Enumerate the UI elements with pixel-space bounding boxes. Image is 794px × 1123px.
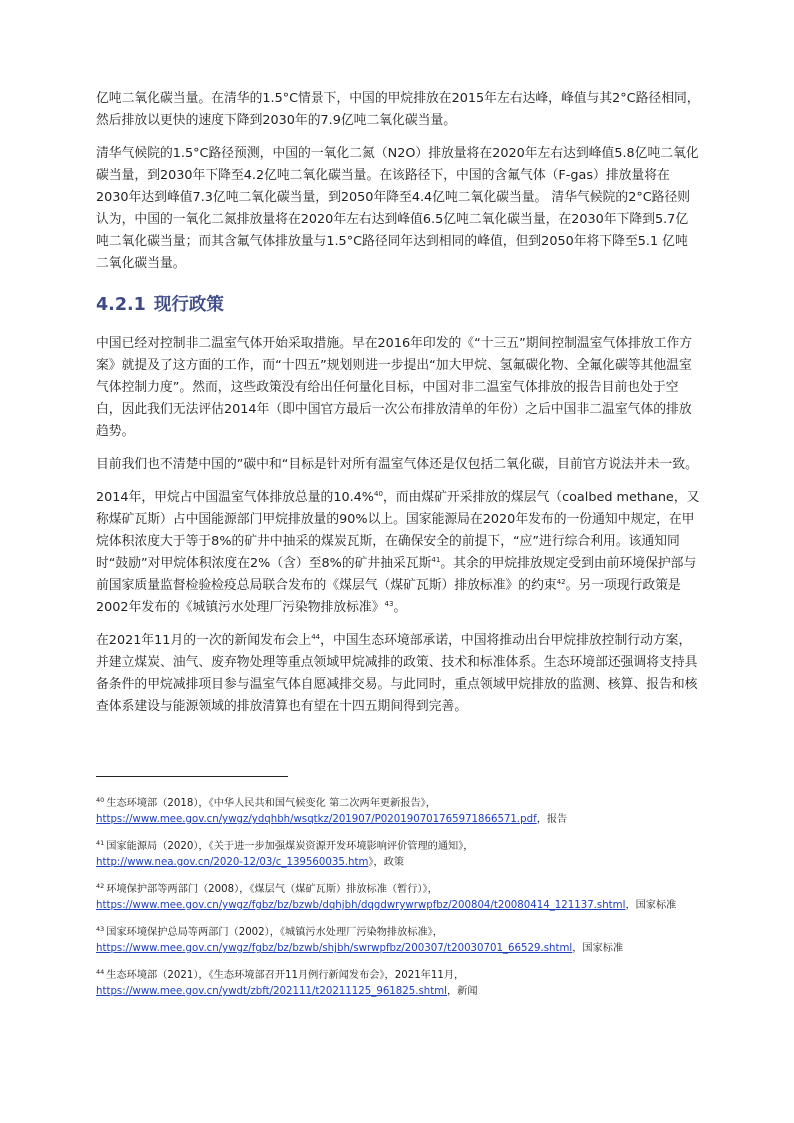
footnote-ref-43[interactable]: 43 xyxy=(384,600,394,608)
footnote-link[interactable]: https://www.mee.gov.cn/ywgz/fgbz/bz/bzwb/dqhjbh/dqgdwrywrwpfbz/200804/t20080414_121137.shtml xyxy=(96,900,626,911)
footnote-44: $^{44}$ 生态环境部（2021），《生态环境部召开11月例行新闻发布会》，2021年11月， https://www.mee.gov.cn/ywdt/zbft/202111/t20211125_961825.shtml，新闻 xyxy=(96,968,478,997)
footnote-divider xyxy=(96,776,288,777)
footnote-ref-40[interactable]: 40 xyxy=(373,490,383,498)
section-heading xyxy=(96,293,700,317)
paragraph-emissions-n2o-fgas: 清华气候院的1.5°C路径预测，中国的一氧化二氮（N2O）排放量将在2020年左右达到峰值5.8亿吨二氧化碳当量，到2030年下降至4.2亿吨二氧化碳当量。在该路径下，中国的含氟气体（F-gas）排放量将在2030年达到峰值7.3亿吨二氧化碳当量，到2050年降至4.4亿吨二氧化碳当量。 清华气候院的2°C路径则认为，中国的一氧化二氮排放量将在2020年左右达到峰值6.5亿吨二氧化碳当量，在2030年下降到5.7亿吨二氧化碳当量；而其含氟气体排放量与1.5°C路径同年达到相同的峰值，但到2050年将下降至5.1 亿吨二氧化碳当量。 xyxy=(96,146,699,271)
footnotes xyxy=(96,796,700,1011)
paragraph-carbon-neutrality-scope: 目前我们也不清楚中国的”碳中和“目标是针对所有温室气体还是仅包括二氧化碳，目前官方说法并未一致。 xyxy=(96,457,698,472)
paragraph-press-conference: 在2021年11月的一次的新闻发布会上$^{44}$，中国生态环境部承诺，中国将推动出台甲烷排放控制行动方案，并建立煤炭、油气、废弃物处理等重点领域甲烷减排的政策、技术和标准体系。生态环境部还强调将支持具备条件的甲烷减排项目参与温室气体自愿减排交易。与此同时，重点领域甲烷排放的监测、核算、报告和核查体系建设与能源领域的排放清算也有望在十四五期间得到完善。 xyxy=(96,633,698,714)
footnote-link[interactable]: https://www.mee.gov.cn/ywdt/zbft/202111/t20211125_961825.shtml xyxy=(96,986,447,997)
footnote-ref-42[interactable]: 42 xyxy=(556,578,566,586)
paragraph-methane-regulation: 2014年，甲烷占中国温室气体排放总量的10.4%$^{40}$，而由煤矿开采排放的煤层气（coalbed methane，又称煤矿瓦斯）占中国能源部门甲烷排放量的90%以上。国家能源局在2020年发布的一份通知中规定，在甲烷体积浓度大于等于8%的矿井中抽采的煤炭瓦斯，在确保安全的前提下，“应”进行综合利用。该通知同时“鼓励”对甲烷体积浓度在2%（含）至8%的矿井抽采瓦斯$^{41}$。其余的甲烷排放规定受到由前环境保护部与前国家质量监督检验检疫总局联合发布的《煤层气（煤矿瓦斯）排放标准》的约束$^{42}$。另一项现行政策是2002年发布的《城镇污水处理厂污染物排放标准》$^{43}$。 xyxy=(96,490,700,615)
paragraph-current-measures: 中国已经对控制非二温室气体开始采取措施。早在2016年印发的《“十三五”期间控制温室气体排放工作方案》就提及了这方面的工作，而“十四五”规划则进一步提出“加大甲烷、氢氟碳化物、全氟化碳等其他温室气体控制力度”。然而，这些政策没有给出任何量化目标，中国对非二温室气体排放的报告目前也处于空白，因此我们无法评估2014年（即中国官方最后一次公布排放清单的年份）之后中国非二温室气体的排放趋势。 xyxy=(96,336,693,439)
footnote-40: $^{40}$ 生态环境部（2018），《中华人民共和国气候变化 第二次两年更新报告》， https://www.mee.gov.cn/ywgz/ydqhbh/wsqtkz/201907/P020190701765971866571.pdf，报告 xyxy=(96,796,568,825)
footnote-43: $^{43}$ 国家环境保护总局等两部门（2002），《城镇污水处理厂污染物排放标准》， https://www.mee.gov.cn/ywgz/fgbz/bz/bzwb/shjbh/swrwpfbz/200307/t20030701_66529.shtml，国家标准 xyxy=(96,925,624,954)
footnote-ref-44[interactable]: 44 xyxy=(311,633,321,641)
footnote-41: $^{41}$ 国家能源局（2020），《关于进一步加强煤炭资源开发环境影响评价管理的通知》， http://www.nea.gov.cn/2020-12/03/c_139560035.htm》，政策 xyxy=(96,839,474,868)
footnote-link[interactable]: https://www.mee.gov.cn/ywgz/fgbz/bz/bzwb/shjbh/swrwpfbz/200307/t20030701_66529.shtml xyxy=(96,943,573,954)
section-title: 现行政策 xyxy=(153,295,224,315)
paragraph-emissions-tsinghua-methane: 亿吨二氧化碳当量。在清华的1.5°C情景下，中国的甲烷排放在2015年左右达峰，峰值与其2°C路径相同，然后排放以更快的速度下降到2030年的7.9亿吨二氧化碳当量。 xyxy=(96,91,700,128)
footnote-ref-41[interactable]: 41 xyxy=(431,556,441,564)
main-content xyxy=(96,88,700,729)
section-number: 4.2.1 xyxy=(96,295,146,315)
footnote-link[interactable]: https://www.mee.gov.cn/ywgz/ydqhbh/wsqtkz/201907/P020190701765971866571.pdf xyxy=(96,814,537,825)
footnote-42: $^{42}$ 环境保护部等两部门（2008），《煤层气（煤矿瓦斯）排放标准（暂行）》， https://www.mee.gov.cn/ywgz/fgbz/bz/bzwb/dqhjbh/dqgdwrywrwpfbz/200804/t20080414_121137.shtml，国家标准 xyxy=(96,882,677,911)
footnote-link[interactable]: http://www.nea.gov.cn/2020-12/03/c_139560035.htm xyxy=(96,857,369,868)
